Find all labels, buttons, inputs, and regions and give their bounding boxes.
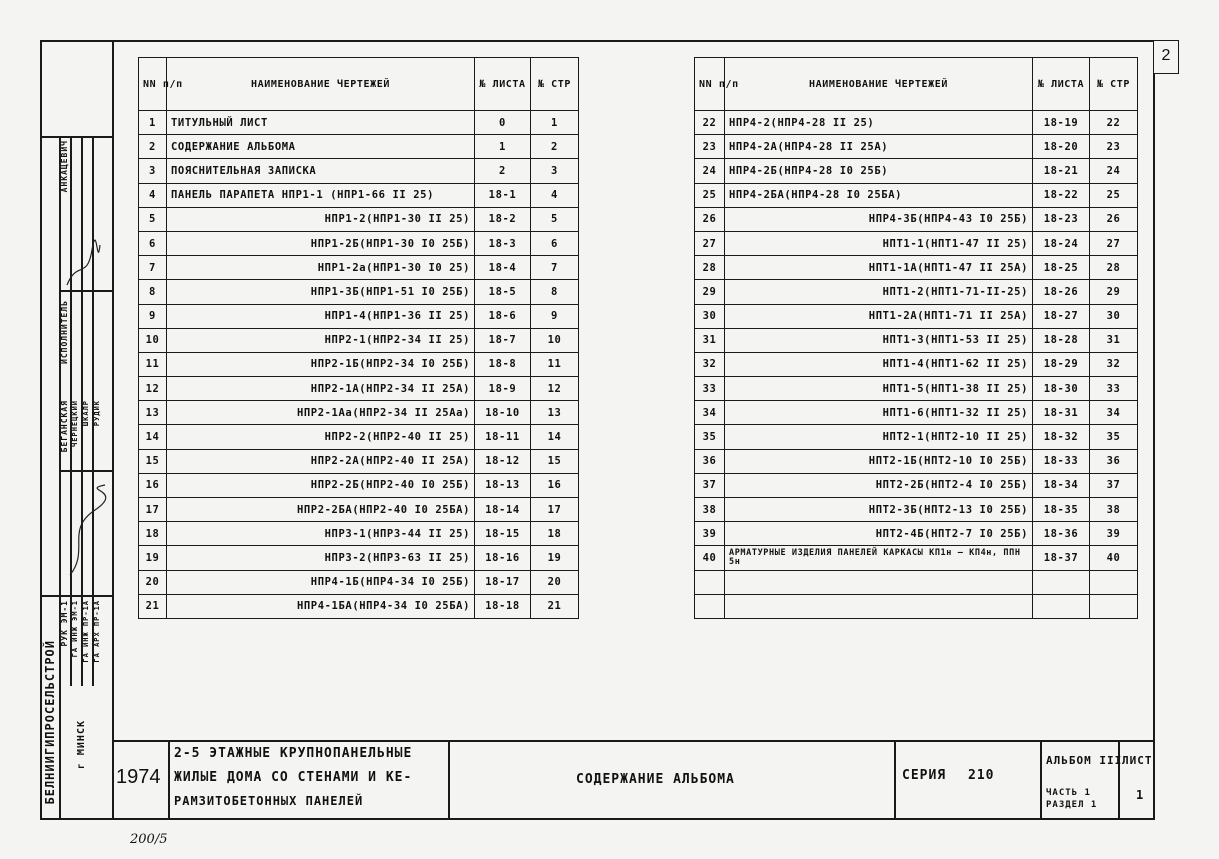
row-name: НПР3-2(НПР3-63 II 25) — [167, 546, 475, 570]
col-sheet: № ЛИСТА — [475, 58, 531, 111]
side-stamp — [42, 40, 112, 820]
row-sheet: 18-17 — [475, 570, 531, 594]
col-page: № СТР — [531, 58, 579, 111]
row-page: 34 — [1090, 401, 1138, 425]
table-row — [695, 159, 1138, 183]
row-page: 29 — [1090, 280, 1138, 304]
row-sheet: 18-20 — [1033, 135, 1090, 159]
row-number: 5 — [139, 207, 167, 231]
row-name: НПР2-2БА(НПР2-40 I0 25БА) — [167, 498, 475, 522]
table-row — [695, 183, 1138, 207]
table-row — [139, 135, 579, 159]
row-number: 4 — [139, 183, 167, 207]
row-number: 16 — [139, 473, 167, 497]
footer-note: 200/5 — [130, 832, 168, 847]
row-page: 27 — [1090, 231, 1138, 255]
table-row — [695, 425, 1138, 449]
row-number: 40 — [695, 546, 725, 570]
series-value: 210 — [968, 768, 995, 783]
row-page: 14 — [531, 425, 579, 449]
row-number: 34 — [695, 401, 725, 425]
row-page: 13 — [531, 401, 579, 425]
table-row — [695, 449, 1138, 473]
row-sheet: 18-32 — [1033, 425, 1090, 449]
row-sheet: 18-13 — [475, 473, 531, 497]
row-number: 27 — [695, 231, 725, 255]
row-sheet: 18-11 — [475, 425, 531, 449]
sheet-number: 2 — [1161, 47, 1171, 64]
name-1: БЕГАНСКАЯ — [60, 400, 69, 453]
row-page: 22 — [1090, 111, 1138, 135]
project-line-2: ЖИЛЫЕ ДОМА СО СТЕНАМИ И КЕ- — [174, 770, 413, 785]
year: 1974 — [116, 766, 161, 788]
table-row — [695, 207, 1138, 231]
row-page: 24 — [1090, 159, 1138, 183]
name-2: ЧЕРНЕЦКИЙ — [71, 400, 79, 447]
row-number: 20 — [139, 570, 167, 594]
row-name: СОДЕРЖАНИЕ АЛЬБОМА — [167, 135, 475, 159]
row-page: 35 — [1090, 425, 1138, 449]
stamp-divider — [112, 40, 114, 820]
row-name: НПТ1-6(НПТ1-32 II 25) — [725, 401, 1033, 425]
row-page: 40 — [1090, 546, 1138, 570]
table-row — [695, 473, 1138, 497]
row-sheet: 18-25 — [1033, 256, 1090, 280]
row-name: ПОЯСНИТЕЛЬНАЯ ЗАПИСКА — [167, 159, 475, 183]
row-name: НПР4-2(НПР4-28 II 25) — [725, 111, 1033, 135]
row-name: НПТ1-3(НПТ1-53 II 25) — [725, 328, 1033, 352]
sheet-value: 1 — [1136, 788, 1145, 802]
role-1: РУК ЭМ-1 — [60, 600, 69, 647]
row-name: НПР3-1(НПР3-44 II 25) — [167, 522, 475, 546]
frame-top — [40, 40, 1155, 42]
row-page: 2 — [531, 135, 579, 159]
row-number: 19 — [139, 546, 167, 570]
row-sheet: 18-4 — [475, 256, 531, 280]
row-sheet: 18-12 — [475, 449, 531, 473]
row-page: 37 — [1090, 473, 1138, 497]
row-sheet: 18-24 — [1033, 231, 1090, 255]
table-row — [139, 546, 579, 570]
checker-name: АНКАЦЕВИЧ — [60, 140, 69, 193]
row-page: 18 — [531, 522, 579, 546]
row-number: 33 — [695, 377, 725, 401]
row-number: 14 — [139, 425, 167, 449]
right-contents-table — [694, 57, 1138, 619]
row-name: НПР1-2а(НПР1-30 I0 25) — [167, 256, 475, 280]
row-name: НПТ2-3Б(НПТ2-13 I0 25Б) — [725, 498, 1033, 522]
org-name: БЕЛНИИГИПРОСЕЛЬСТРОЙ — [43, 640, 57, 805]
row-page: 7 — [531, 256, 579, 280]
row-page: 8 — [531, 280, 579, 304]
row-sheet: 18-22 — [1033, 183, 1090, 207]
row-number: 6 — [139, 231, 167, 255]
col-nn: NN п/п — [139, 58, 167, 111]
row-page: 10 — [531, 328, 579, 352]
table-row — [139, 207, 579, 231]
row-number: 39 — [695, 522, 725, 546]
role-3: ГА ИНЖ ПР-1А — [82, 600, 90, 663]
row-name: НПТ1-1А(НПТ1-47 II 25А) — [725, 256, 1033, 280]
row-name: НПТ1-2А(НПТ1-71 II 25А) — [725, 304, 1033, 328]
frame-right — [1153, 40, 1155, 820]
row-name: НПР2-1(НПР2-34 II 25) — [167, 328, 475, 352]
sheet-label: ЛИСТ — [1122, 754, 1153, 767]
row-sheet: 18-14 — [475, 498, 531, 522]
row-page: 15 — [531, 449, 579, 473]
table-row — [139, 594, 579, 618]
project-line-1: 2-5 ЭТАЖНЫЕ КРУПНОПАНЕЛЬНЫЕ — [174, 746, 413, 761]
row-sheet: 18-16 — [475, 546, 531, 570]
row-name: НПР2-2Б(НПР2-40 I0 25Б) — [167, 473, 475, 497]
row-number: 38 — [695, 498, 725, 522]
table-row — [695, 328, 1138, 352]
row-name: НПТ1-2(НПТ1-71-II-25) — [725, 280, 1033, 304]
row-page: 19 — [531, 546, 579, 570]
row-sheet: 18-34 — [1033, 473, 1090, 497]
row-page: 5 — [531, 207, 579, 231]
empty-row — [695, 594, 1138, 618]
table-row — [695, 522, 1138, 546]
row-number: 12 — [139, 377, 167, 401]
table-row — [139, 183, 579, 207]
section: РАЗДЕЛ 1 — [1046, 800, 1098, 810]
row-name: ТИТУЛЬНЫЙ ЛИСТ — [167, 111, 475, 135]
row-name: НПР2-2(НПР2-40 II 25) — [167, 425, 475, 449]
title-block — [112, 740, 1155, 820]
row-page: 30 — [1090, 304, 1138, 328]
row-name: НПР2-1Б(НПР2-34 I0 25Б) — [167, 352, 475, 376]
table-row — [139, 425, 579, 449]
left-contents-table — [138, 57, 579, 619]
row-number: 30 — [695, 304, 725, 328]
row-page: 20 — [531, 570, 579, 594]
row-page: 4 — [531, 183, 579, 207]
row-sheet: 0 — [475, 111, 531, 135]
city: г МИНСК — [76, 720, 87, 770]
table-row — [695, 280, 1138, 304]
row-page: 17 — [531, 498, 579, 522]
row-sheet: 18-26 — [1033, 280, 1090, 304]
table-row — [139, 570, 579, 594]
table-row — [139, 473, 579, 497]
role-2: ГА ИНЖ ЭМ-1 — [71, 600, 79, 658]
row-sheet: 18-29 — [1033, 352, 1090, 376]
col-nn: NN п/п — [695, 58, 725, 111]
row-number: 37 — [695, 473, 725, 497]
row-sheet: 18-7 — [475, 328, 531, 352]
row-number: 10 — [139, 328, 167, 352]
table-row — [139, 352, 579, 376]
col-page: № СТР — [1090, 58, 1138, 111]
table-row — [695, 377, 1138, 401]
row-sheet: 18-3 — [475, 231, 531, 255]
row-sheet: 18-33 — [1033, 449, 1090, 473]
row-number: 29 — [695, 280, 725, 304]
table-row — [139, 159, 579, 183]
table-row — [139, 256, 579, 280]
table-row — [139, 449, 579, 473]
row-name: НПР2-2А(НПР2-40 II 25А) — [167, 449, 475, 473]
row-page: 9 — [531, 304, 579, 328]
row-number: 31 — [695, 328, 725, 352]
row-sheet: 18-30 — [1033, 377, 1090, 401]
row-page: 23 — [1090, 135, 1138, 159]
row-sheet: 18-6 — [475, 304, 531, 328]
sheet-number-box — [1153, 40, 1179, 74]
row-number: 36 — [695, 449, 725, 473]
row-name: НПР4-2БА(НПР4-28 I0 25БА) — [725, 183, 1033, 207]
table-row — [139, 280, 579, 304]
row-name: НПТ2-1Б(НПТ2-10 I0 25Б) — [725, 449, 1033, 473]
table-row — [695, 546, 1138, 570]
row-name: НПР4-1БА(НПР4-34 I0 25БА) — [167, 594, 475, 618]
name-3: ШКАЛР — [82, 400, 90, 427]
table-row — [139, 111, 579, 135]
row-sheet: 1 — [475, 135, 531, 159]
name-4: РУДИК — [93, 400, 101, 427]
row-name: АРМАТУРНЫЕ ИЗДЕЛИЯ ПАНЕЛЕЙ КАРКАСЫ КП1н — КП4н, ППН 5н — [725, 546, 1033, 570]
row-page: 25 — [1090, 183, 1138, 207]
row-sheet: 18-21 — [1033, 159, 1090, 183]
row-page: 38 — [1090, 498, 1138, 522]
table-row — [695, 352, 1138, 376]
table-row — [139, 377, 579, 401]
row-name: НПР4-2Б(НПР4-28 I0 25Б) — [725, 159, 1033, 183]
row-name: НПТ1-5(НПТ1-38 II 25) — [725, 377, 1033, 401]
col-name: НАИМЕНОВАНИЕ ЧЕРТЕЖЕЙ — [725, 58, 1033, 111]
row-number: 35 — [695, 425, 725, 449]
row-page: 36 — [1090, 449, 1138, 473]
row-number: 15 — [139, 449, 167, 473]
series-label: СЕРИЯ — [902, 768, 947, 783]
col-sheet: № ЛИСТА — [1033, 58, 1090, 111]
row-sheet: 2 — [475, 159, 531, 183]
row-name: ПАНЕЛЬ ПАРАПЕТА НПР1-1 (НПР1-66 II 25) — [167, 183, 475, 207]
table-row — [139, 328, 579, 352]
row-number: 7 — [139, 256, 167, 280]
row-page: 31 — [1090, 328, 1138, 352]
table-row — [139, 231, 579, 255]
row-sheet: 18-37 — [1033, 546, 1090, 570]
row-page: 28 — [1090, 256, 1138, 280]
row-number: 3 — [139, 159, 167, 183]
row-sheet: 18-19 — [1033, 111, 1090, 135]
row-page: 3 — [531, 159, 579, 183]
table-row — [695, 256, 1138, 280]
row-name: НПТ1-1(НПТ1-47 II 25) — [725, 231, 1033, 255]
row-sheet: 18-8 — [475, 352, 531, 376]
row-sheet: 18-23 — [1033, 207, 1090, 231]
row-name: НПР1-2Б(НПР1-30 I0 25Б) — [167, 231, 475, 255]
role-4: ГА АРХ ПР-1А — [93, 600, 101, 663]
row-page: 26 — [1090, 207, 1138, 231]
row-sheet: 18-5 — [475, 280, 531, 304]
row-page: 11 — [531, 352, 579, 376]
row-name: НПР1-4(НПР1-36 II 25) — [167, 304, 475, 328]
project-line-3: РАМЗИТОБЕТОННЫХ ПАНЕЛЕЙ — [174, 794, 364, 808]
row-sheet: 18-31 — [1033, 401, 1090, 425]
row-page: 12 — [531, 377, 579, 401]
empty-row — [695, 570, 1138, 594]
row-sheet: 18-28 — [1033, 328, 1090, 352]
table-row — [695, 231, 1138, 255]
row-number: 1 — [139, 111, 167, 135]
row-number: 23 — [695, 135, 725, 159]
row-sheet: 18-18 — [475, 594, 531, 618]
row-number: 9 — [139, 304, 167, 328]
table-row — [695, 304, 1138, 328]
row-number: 22 — [695, 111, 725, 135]
row-sheet: 18-1 — [475, 183, 531, 207]
row-page: 39 — [1090, 522, 1138, 546]
row-number: 21 — [139, 594, 167, 618]
executor-label: ИСПОЛНИТЕЛЬ — [60, 300, 69, 364]
row-number: 11 — [139, 352, 167, 376]
row-sheet: 18-2 — [475, 207, 531, 231]
row-name: НПР4-1Б(НПР4-34 I0 25Б) — [167, 570, 475, 594]
row-number: 17 — [139, 498, 167, 522]
table-row — [695, 111, 1138, 135]
row-name: НПР2-1Аа(НПР2-34 II 25Аа) — [167, 401, 475, 425]
row-sheet: 18-36 — [1033, 522, 1090, 546]
row-number: 24 — [695, 159, 725, 183]
row-name: НПТ2-4Б(НПТ2-7 I0 25Б) — [725, 522, 1033, 546]
row-number: 18 — [139, 522, 167, 546]
row-number: 28 — [695, 256, 725, 280]
row-number: 25 — [695, 183, 725, 207]
doc-title: СОДЕРЖАНИЕ АЛЬБОМА — [576, 772, 735, 787]
row-number: 13 — [139, 401, 167, 425]
row-name: НПР1-2(НПР1-30 II 25) — [167, 207, 475, 231]
signature-1 — [62, 240, 102, 290]
row-name: НПТ2-1(НПТ2-10 II 25) — [725, 425, 1033, 449]
table-row — [139, 522, 579, 546]
table-row — [695, 401, 1138, 425]
row-page: 33 — [1090, 377, 1138, 401]
table-row — [695, 135, 1138, 159]
part: ЧАСТЬ 1 — [1046, 788, 1091, 798]
col-name: НАИМЕНОВАНИЕ ЧЕРТЕЖЕЙ — [167, 58, 475, 111]
row-name: НПР1-3Б(НПР1-51 I0 25Б) — [167, 280, 475, 304]
row-page: 6 — [531, 231, 579, 255]
row-name: НПР4-3Б(НПР4-43 I0 25Б) — [725, 207, 1033, 231]
row-sheet: 18-15 — [475, 522, 531, 546]
row-name: НПР2-1А(НПР2-34 II 25А) — [167, 377, 475, 401]
row-name: НПР4-2А(НПР4-28 II 25А) — [725, 135, 1033, 159]
signature-2 — [60, 480, 110, 580]
row-number: 26 — [695, 207, 725, 231]
row-name: НПТ2-2Б(НПТ2-4 I0 25Б) — [725, 473, 1033, 497]
row-sheet: 18-10 — [475, 401, 531, 425]
row-name: НПТ1-4(НПТ1-62 II 25) — [725, 352, 1033, 376]
album: АЛЬБОМ III — [1046, 754, 1123, 767]
row-page: 21 — [531, 594, 579, 618]
row-page: 1 — [531, 111, 579, 135]
row-page: 32 — [1090, 352, 1138, 376]
row-number: 32 — [695, 352, 725, 376]
table-row — [139, 304, 579, 328]
table-row — [695, 498, 1138, 522]
row-sheet: 18-35 — [1033, 498, 1090, 522]
row-sheet: 18-9 — [475, 377, 531, 401]
table-row — [139, 401, 579, 425]
table-row — [139, 498, 579, 522]
row-sheet: 18-27 — [1033, 304, 1090, 328]
row-page: 16 — [531, 473, 579, 497]
row-number: 8 — [139, 280, 167, 304]
row-number: 2 — [139, 135, 167, 159]
